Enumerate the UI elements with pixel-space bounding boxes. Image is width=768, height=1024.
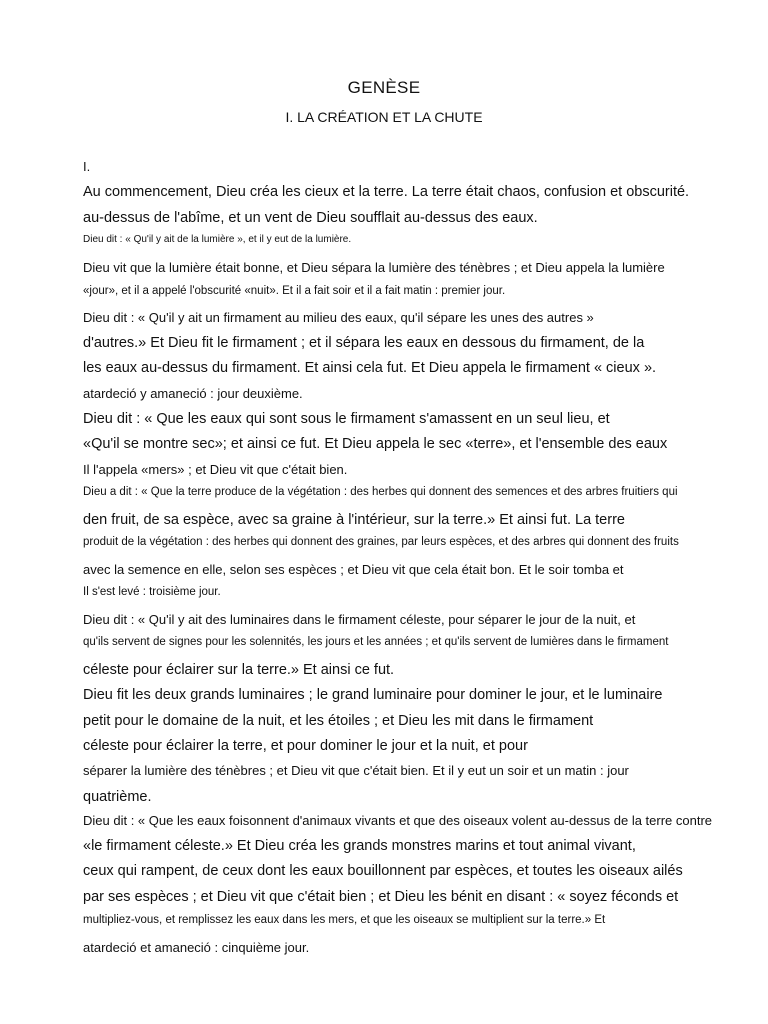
text-line: ceux qui rampent, de ceux dont les eaux bouillonnent par espèces, et toutes les oiseaux ailés bbox=[83, 863, 683, 879]
text-line: produit de la végétation : des herbes qui donnent des graines, par leurs espèces, et des arbres qui donnent des fruits bbox=[83, 536, 679, 548]
text-line: Au commencement, Dieu créa les cieux et la terre. La terre était chaos, confusion et obscurité. bbox=[83, 184, 690, 200]
text-line: les eaux au-dessus du firmament. Et ainsi cela fut. Et Dieu appela le firmament « cieux ». bbox=[83, 360, 657, 376]
text-line: au-dessus de l'abîme, et un vent de Dieu soufflait au-dessus des eaux. bbox=[83, 210, 538, 226]
text-line: Dieu fit les deux grands luminaires ; le grand luminaire pour dominer le jour, et le luminaire bbox=[83, 687, 663, 703]
text-line: quatrième. bbox=[83, 789, 152, 805]
text-line: Dieu vit que la lumière était bonne, et Dieu sépara la lumière des ténèbres ; et Dieu appela la lumière bbox=[83, 260, 665, 275]
text-line: Dieu dit : « Que les eaux qui sont sous le firmament s'amassent en un seul lieu, et bbox=[83, 411, 610, 427]
text-line: céleste pour éclairer sur la terre.» Et ainsi ce fut. bbox=[83, 662, 395, 678]
text-line: Il s'est levé : troisième jour. bbox=[83, 586, 221, 598]
text-line: den fruit, de sa espèce, avec sa graine à l'intérieur, sur la terre.» Et ainsi fut. La terre bbox=[83, 512, 625, 528]
text-line: Dieu dit : « Que les eaux foisonnent d'animaux vivants et que des oiseaux volent au-dessus de la terre contre bbox=[83, 813, 713, 828]
text-line: atardeció et amaneció : cinquième jour. bbox=[83, 940, 310, 955]
text-line: «jour», et il a appelé l'obscurité «nuit». Et il a fait soir et il a fait matin : premier jour. bbox=[83, 285, 506, 297]
text-line: par ses espèces ; et Dieu vit que c'était bien ; et Dieu les bénit en disant : « soyez féconds et bbox=[83, 889, 679, 905]
text-line: I. bbox=[83, 159, 91, 174]
text-line: Dieu dit : « Qu'il y ait des luminaires dans le firmament céleste, pour séparer le jour de la nuit, et bbox=[83, 612, 636, 627]
text-line: Dieu a dit : « Que la terre produce de la végétation : des herbes qui donnent des semences et des arbres fruitiers qui bbox=[83, 486, 678, 498]
text-line: Il l'appela «mers» ; et Dieu vit que c'était bien. bbox=[83, 462, 348, 477]
text-line: Dieu dit : « Qu'il y ait de la lumière », et il y eut de la lumière. bbox=[83, 234, 352, 245]
text-line: qu'ils servent de signes pour les solennités, les jours et les années ; et qu'ils servent de lumières dans le firmament bbox=[83, 636, 669, 648]
page-subtitle: I. LA CRÉATION ET LA CHUTE bbox=[285, 109, 483, 125]
text-line: céleste pour éclairer la terre, et pour dominer le jour et la nuit, et pour bbox=[83, 738, 528, 754]
text-line: multipliez-vous, et remplissez les eaux dans les mers, et que les oiseaux se multiplient sur la terre.» Et bbox=[83, 914, 606, 926]
text-line: d'autres.» Et Dieu fit le firmament ; et il sépara les eaux en dessous du firmament, de la bbox=[83, 335, 645, 351]
text-line: petit pour le domaine de la nuit, et les étoiles ; et Dieu les mit dans le firmament bbox=[83, 713, 594, 729]
text-line: «Qu'il se montre sec»; et ainsi ce fut. Et Dieu appela le sec «terre», et l'ensemble des eaux bbox=[83, 436, 668, 452]
text-line: Dieu dit : « Qu'il y ait un firmament au milieu des eaux, qu'il sépare les unes des autres » bbox=[83, 310, 594, 325]
page-title: GENÈSE bbox=[347, 78, 421, 97]
text-line: séparer la lumière des ténèbres ; et Dieu vit que c'était bien. Et il y eut un soir et un matin : jour bbox=[83, 763, 629, 778]
text-line: «le firmament céleste.» Et Dieu créa les grands monstres marins et tout animal vivant, bbox=[83, 838, 636, 854]
text-line: atardeció y amaneció : jour deuxième. bbox=[83, 386, 303, 401]
text-line: avec la semence en elle, selon ses espèces ; et Dieu vit que cela était bon. Et le soir tomba et bbox=[83, 562, 624, 577]
